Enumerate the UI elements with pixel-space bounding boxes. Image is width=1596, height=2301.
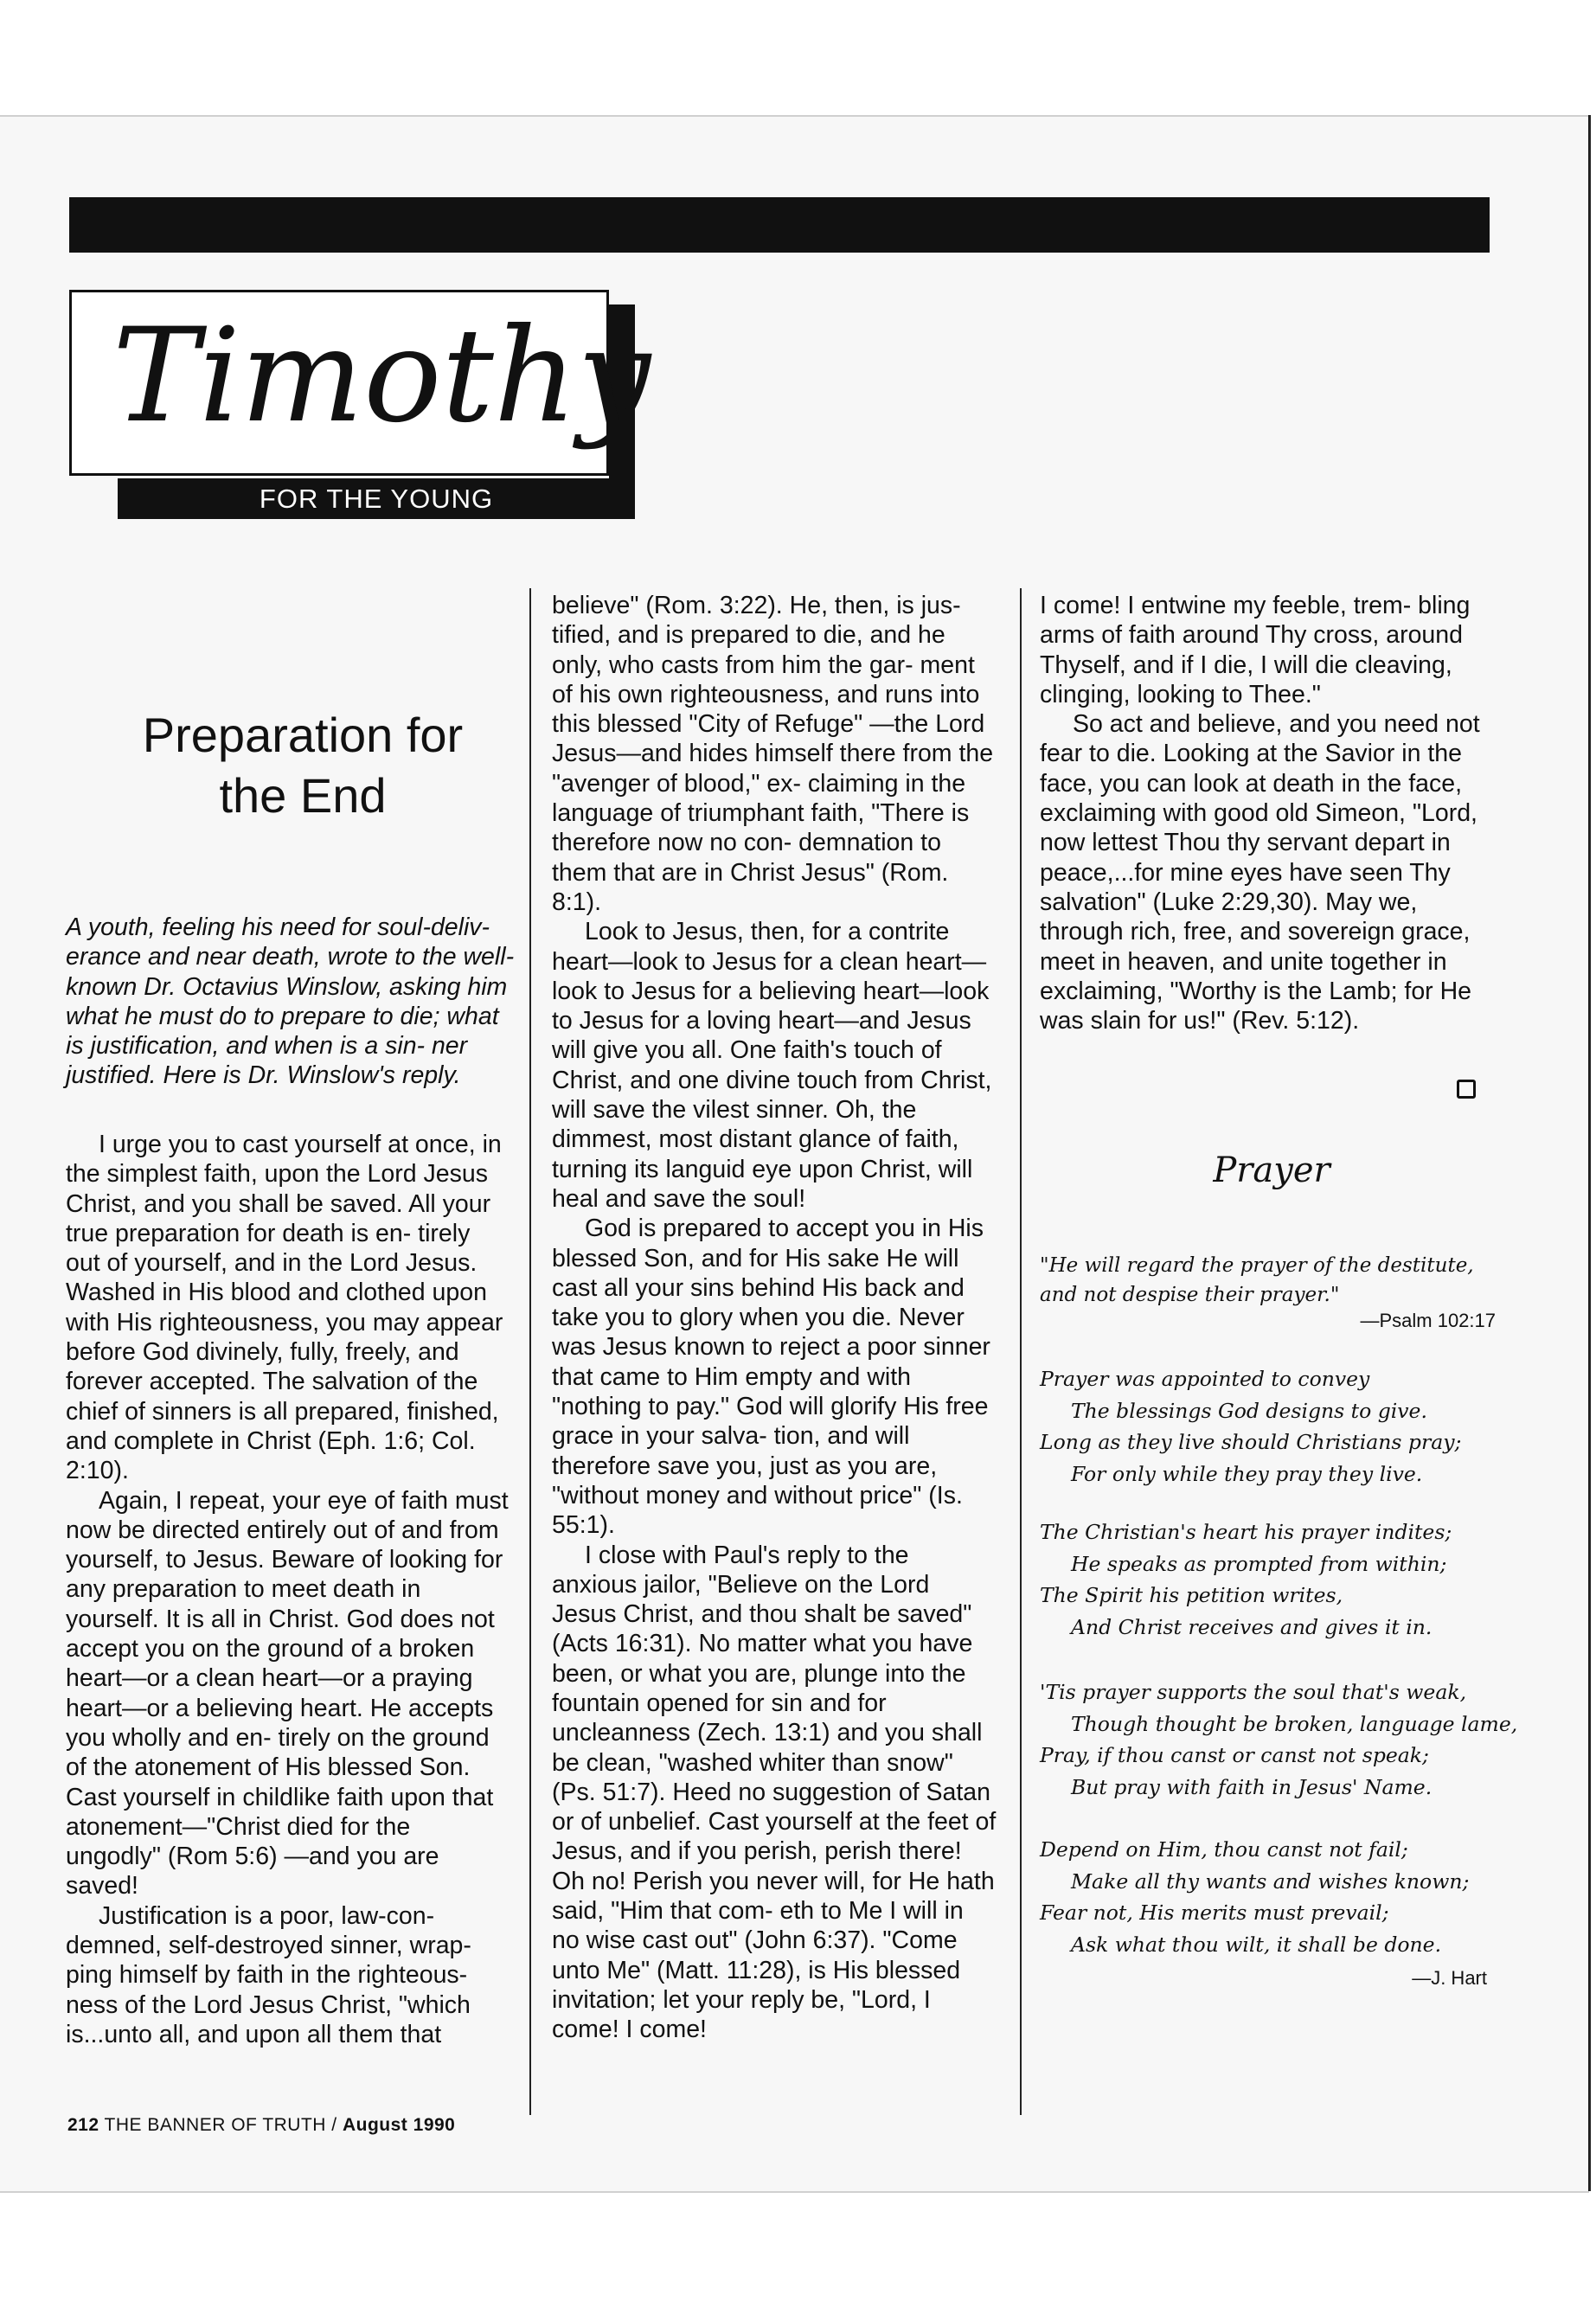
paragraph: believe" (Rom. 3:22). He, then, is jus- tified, and is prepared to die, and he only, who casts from him the gar- ment of his own righteousness, and runs into this blessed "City of Refuge" —the Lord Jesus—and hides himself there from the "avenger of blood," ex- claiming in the language of triumphant faith, "There is therefore now no con- demnation to them that are in Christ Jesus" (Rom. 8:1). (552, 592, 994, 916)
article-intro: A youth, feeling his need for soul-deliv- erance and near death, wrote to the well- known Dr. Octavius Winslow, asking him what he must do to prepare to die; what is justification, and when is a sin- ner justified. Here is Dr. Winslow's reply. (66, 913, 515, 1090)
page-number: 212 (67, 2115, 99, 2135)
poem-line: But pray with faith in Jesus' Name. (1071, 1774, 1433, 1799)
prayer-epigraph-reference: —Psalm 102:17 (1360, 1310, 1496, 1331)
poem-stanza (1040, 1516, 1507, 1643)
poem-line: Fear not, His merits must prevail; (1040, 1900, 1389, 1925)
publication-name: THE BANNER OF TRUTH / (104, 2115, 337, 2135)
poem-stanza (1040, 1363, 1507, 1490)
poem-author: —J. Hart (1412, 1967, 1487, 1989)
poem-line: Pray, if thou canst or canst not speak; (1040, 1743, 1429, 1767)
issue-date: August 1990 (342, 2115, 456, 2135)
masthead-subtitle: FOR THE YOUNG (118, 478, 635, 519)
article-heading-line2: the End (219, 768, 387, 823)
column-3 (1040, 591, 1490, 1035)
poem-stanza (1040, 1676, 1518, 1803)
masthead-title: Timothy (112, 301, 651, 452)
poem-line: He speaks as prompted from within; (1071, 1551, 1447, 1576)
paragraph: God is prepared to accept you in His blessed Son, and for His sake He will cast all your sins behind His back and take you to glory when you die. Never was Jesus known to reject a poor sinner that came to Him empty and with "nothing to pay." God will glorify His free grace in your salva- tion, and will therefore save you, just as you are, "without money and without price" (Is. 55:1). (552, 1215, 990, 1540)
column-rule (1020, 588, 1022, 2115)
poem-line: 'Tis prayer supports the soul that's weak, (1040, 1680, 1467, 1704)
poem-line: Depend on Him, thou canst not fail; (1040, 1837, 1408, 1862)
column-2 (552, 591, 997, 2045)
paragraph: Justification is a poor, law-con- demned, self-destroyed sinner, wrap- ping himself by faith in the righteous- ness of the Lord Jesus Christ, "which is...unto all, and upon all them that (66, 1901, 471, 2048)
column-rule (529, 588, 531, 2115)
page-top-edge (0, 115, 1589, 117)
masthead-bar (69, 197, 1490, 253)
paragraph: I close with Paul's reply to the anxious jailor, "Believe on the Lord Jesus Christ, and thou shalt be saved" (Acts 16:31). No matter what you have been, or what you are, plunge into the fountain opened for sin and for uncleanness (Zech. 13:1) and you shall be clean, "washed whiter than snow" (Ps. 51:7). Heed no suggestion of Satan or of unbelief. Cast yourself at the feet of Jesus, and if you perish, perish there! Oh no! Perish you never will, for He hath said, "Him that com- eth to Me I will in no wise cast out" (John 6:37). "Come unto Me" (Matt. 11:28), is His blessed invitation; let your reply be, "Lord, I come! I come! (552, 1541, 997, 2044)
poem-line: The Spirit his petition writes, (1040, 1583, 1343, 1607)
prayer-epigraph: "He will regard the prayer of the destitute, and not despise their prayer." (1040, 1254, 1474, 1306)
paragraph: Look to Jesus, then, for a contrite heart—look to Jesus for a clean heart—look to Jesus for a believing heart—look to Jesus for a loving heart—and Jesus will give you all. One faith's touch of Christ, and one divine touch from Christ, will save the vilest sinner. Oh, the dimmest, most distant glance of faith, turning its languid eye upon Christ, will heal and save the soul! (552, 918, 992, 1213)
poem-line: And Christ receives and gives it in. (1071, 1614, 1433, 1639)
poem-line: Ask what thou wilt, it shall be done. (1071, 1932, 1442, 1957)
paragraph: Again, I repeat, your eye of faith must now be directed entirely out of and from yourself, to Jesus. Beware of looking for any preparation to meet death in yourself. It is all in Christ. God does not accept you on the ground of a broken heart—or a clean heart—or a praying heart—or a believing heart. He accepts you wholly and en- tirely on the ground of the atonement of His blessed Son. Cast yourself in childlike faith upon that atonement—"Christ died for the ungodly" (Rom 5:6) —and you are saved! (66, 1486, 509, 1900)
paragraph: I come! I entwine my feeble, trem- bling arms of faith around Thy cross, around Thyself, and if I die, I will die cleaving, clinging, looking to Thee." (1040, 592, 1471, 708)
poem-line: Though thought be broken, language lame, (1071, 1711, 1518, 1736)
page-bottom-edge (0, 2191, 1589, 2193)
article-heading-line1: Preparation for (142, 708, 464, 762)
poem-line: Prayer was appointed to convey (1040, 1367, 1370, 1391)
poem-line: Make all thy wants and wishes known; (1071, 1868, 1470, 1894)
prayer-title: Prayer (1213, 1150, 1330, 1190)
poem-line: The Christian's heart his prayer indites; (1040, 1520, 1452, 1544)
paragraph: I urge you to cast yourself at once, in the simplest faith, upon the Lord Jesus Christ, and you shall be saved. All your true preparation for death is en- tirely out of yourself, and in the Lord Jesus. Washed in His blood and clothed upon with His righteousness, you may appear before God divinely, fully, freely, and forever accepted. The salvation of the chief of sinners is all prepared, finished, and complete in Christ (Eph. 1:6; Col. 2:10). (66, 1131, 503, 1485)
article-heading (69, 705, 536, 826)
page-footer (67, 2115, 455, 2136)
column-1 (66, 1130, 509, 2049)
page-right-edge (1588, 115, 1591, 2191)
poem-line: The blessings God designs to give. (1071, 1398, 1427, 1423)
poem-line: For only while they pray they live. (1071, 1461, 1423, 1486)
poem-line: Long as they live should Christians pray; (1040, 1430, 1462, 1454)
end-mark-icon (1457, 1080, 1476, 1099)
poem-stanza (1040, 1834, 1507, 1960)
paragraph: So act and believe, and you need not fear to die. Looking at the Savior in the face, you can look at death in the face, exclaiming with good old Simeon, "Lord, now lettest Thou thy servant depart in peace,...for mine eyes have seen Thy salvation" (Luke 2:29,30). May we, through rich, free, and sovereign grace, meet in heaven, and unite together in exclaiming, "Worthy is the Lamb; for He was slain for us!" (Rev. 5:12). (1040, 710, 1480, 1035)
